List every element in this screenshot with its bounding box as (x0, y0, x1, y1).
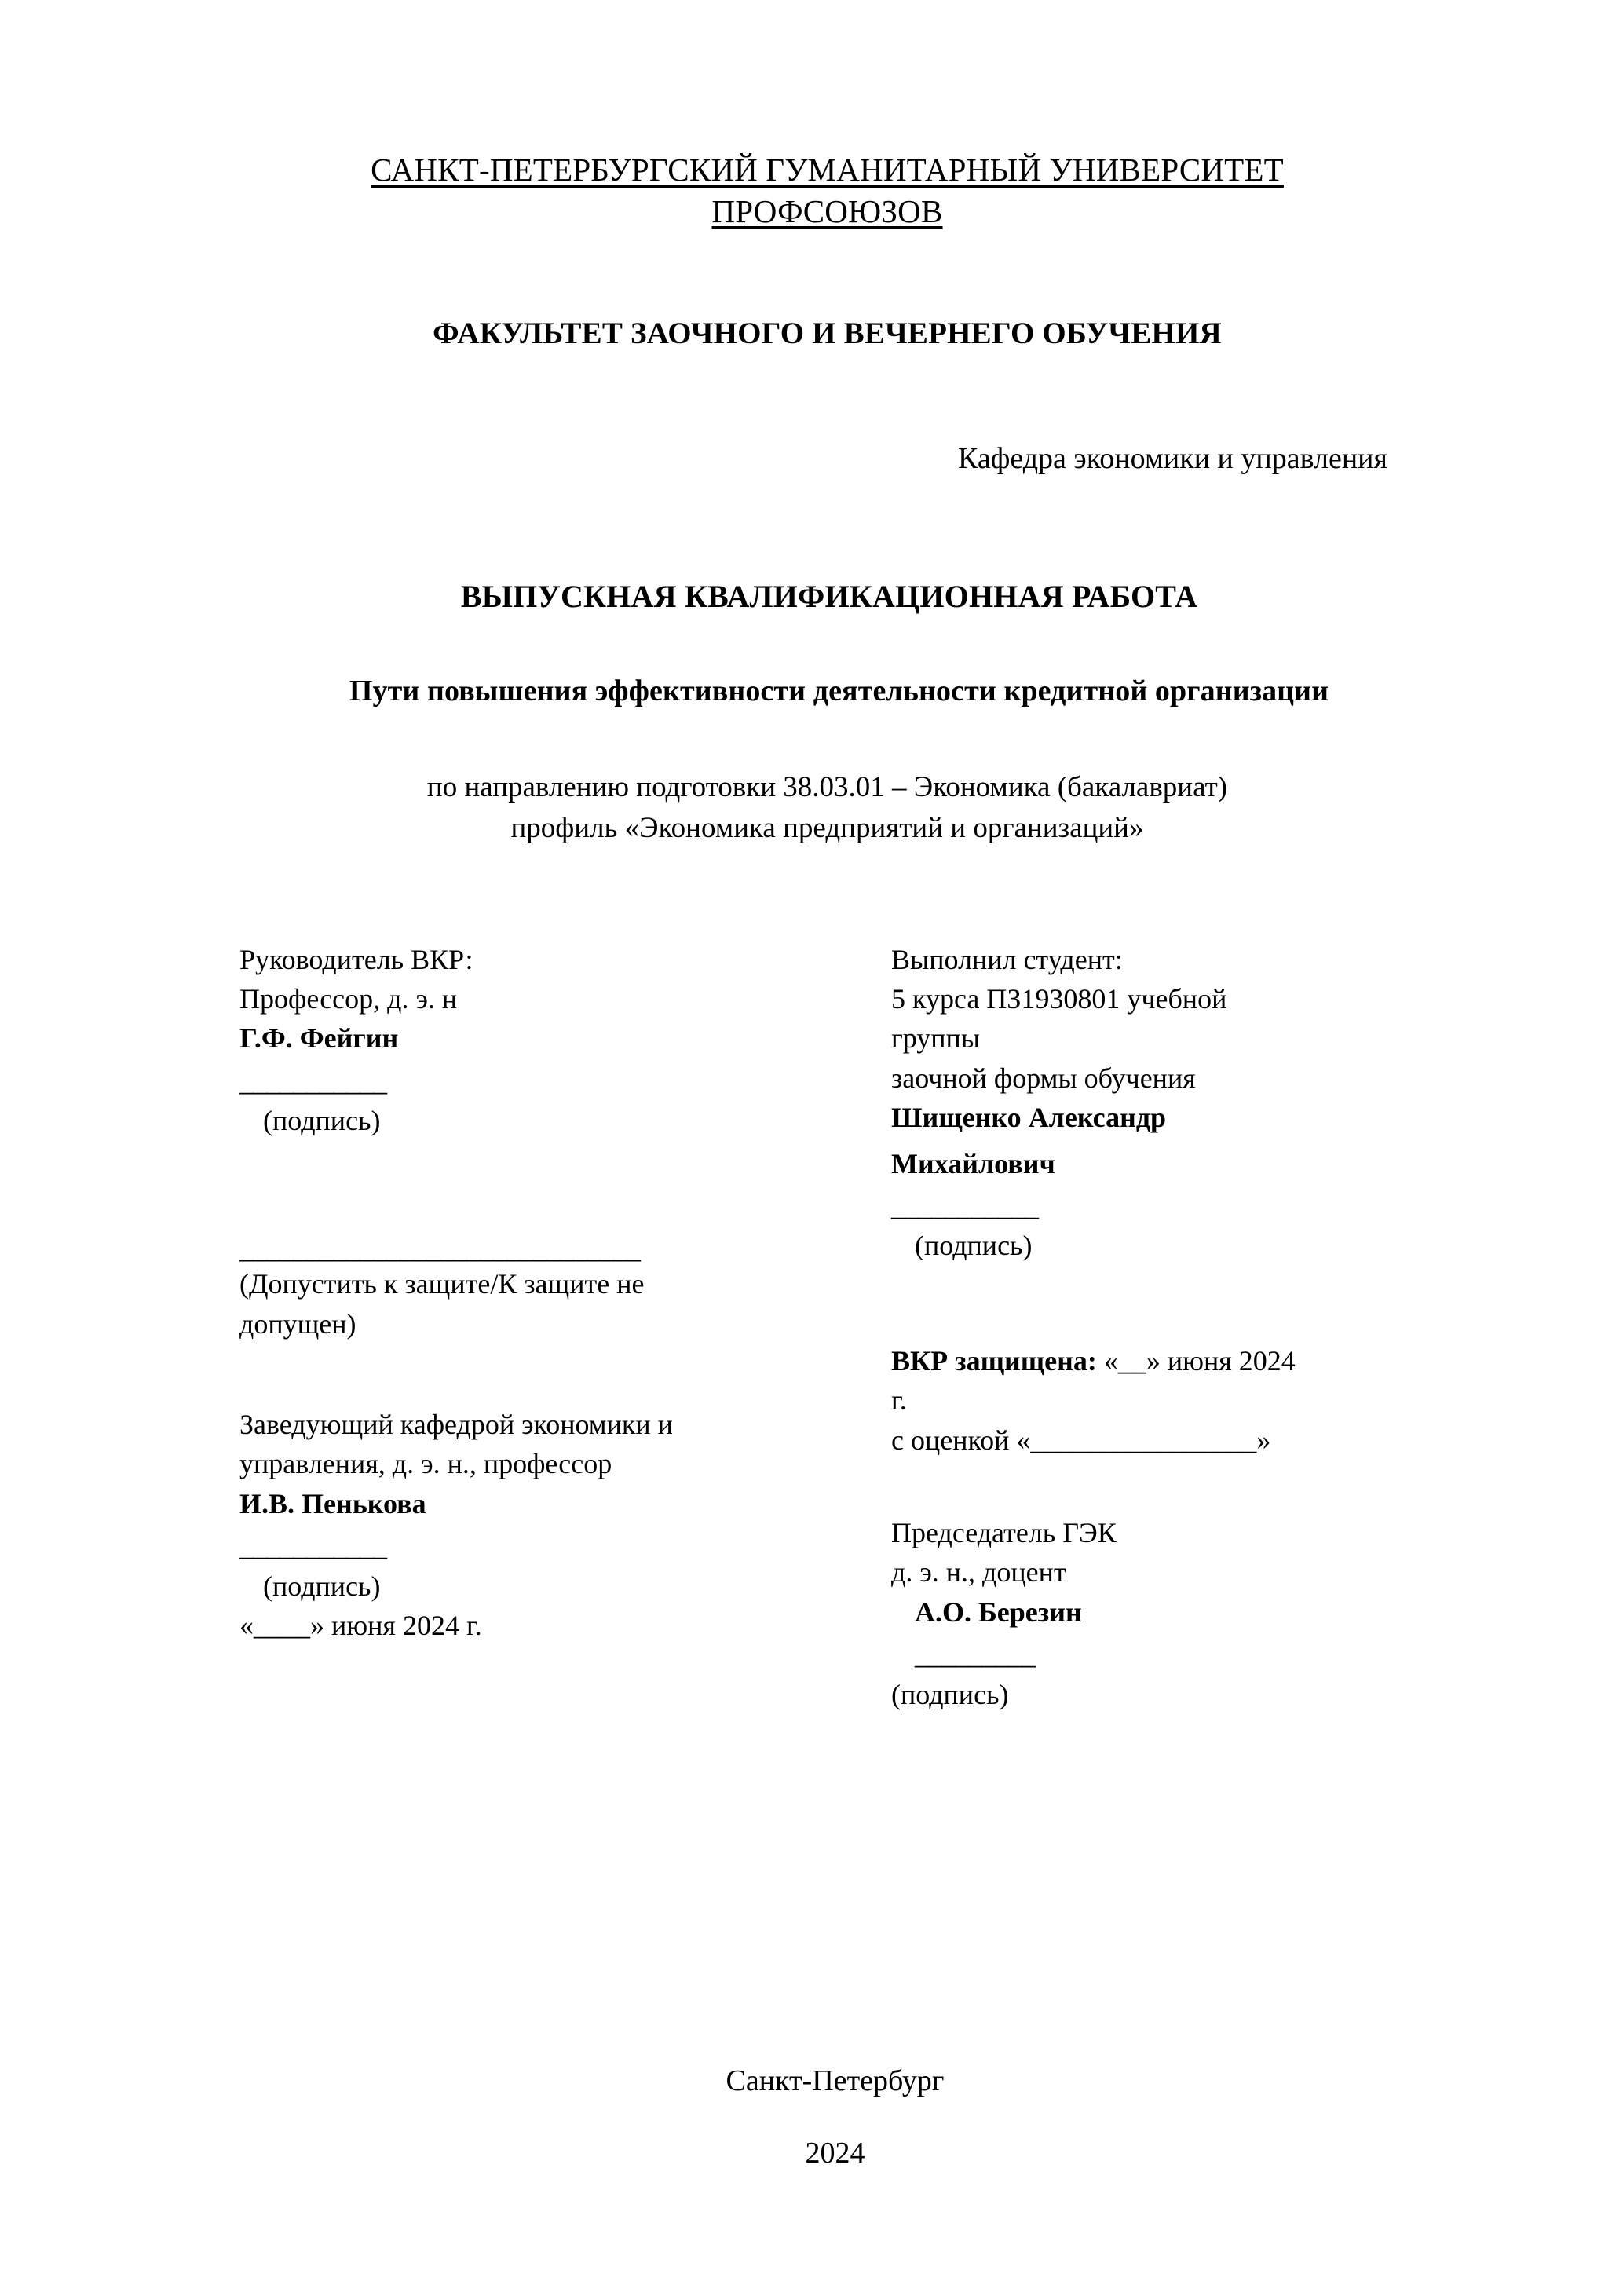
student-signature-line: ___________ (891, 1190, 1038, 1222)
head-of-department-name: И.В. Пенькова (239, 1487, 426, 1519)
supervisor-degree: Профессор, д. э. н (239, 983, 458, 1015)
work-type-heading: ВЫПУСКНАЯ КВАЛИФИКАЦИОННАЯ РАБОТА (460, 578, 1198, 614)
right-column (868, 940, 1462, 1714)
left-column (239, 940, 868, 1714)
head-of-department-line2: управления, д. э. н., профессор (239, 1448, 612, 1480)
head-of-department-block (239, 1405, 868, 1645)
admission-text-line1: (Допустить к защите/К защите не (239, 1268, 645, 1300)
head-of-department-date: «____» июня 2024 г. (239, 1609, 482, 1641)
university-name-line2: ПРОФСОЮЗОВ (711, 193, 943, 230)
head-of-department-signature-line: ___________ (239, 1530, 386, 1563)
commission-chair-degree: д. э. н., доцент (891, 1556, 1066, 1589)
admission-signature-line: ______________________________ (239, 1232, 640, 1264)
head-of-department-line1: Заведующий кафедрой экономики и (239, 1408, 673, 1440)
student-name-line2: Михайлович (891, 1147, 1055, 1179)
student-course-line1: 5 курса ПЗ1930801 учебной (891, 983, 1227, 1015)
faculty-name: ФАКУЛЬТЕТ ЗАОЧНОГО И ВЕЧЕРНЕГО ОБУЧЕНИЯ (433, 316, 1222, 350)
defense-date-row (891, 1341, 1462, 1380)
defense-label: ВКР защищена: (891, 1344, 1097, 1377)
page-footer (0, 2064, 1623, 2170)
student-signature-caption: (подпись) (915, 1230, 1033, 1262)
commission-chair-block (891, 1513, 1462, 1714)
head-of-department-signature-caption: (подпись) (263, 1570, 381, 1602)
defense-date: «__» июня 2024 (1103, 1344, 1296, 1377)
university-name-line1: САНКТ-ПЕТЕРБУРГСКИЙ ГУМАНИТАРНЫЙ УНИВЕРСИТЕТ (371, 152, 1284, 188)
study-direction-line1: по направлению подготовки 38.03.01 – Экономика (бакалавриат) (426, 770, 1228, 803)
admission-block (239, 1234, 868, 1344)
student-study-form: заочной формы обучения (891, 1062, 1196, 1094)
university-name (239, 149, 1462, 233)
supervisor-role: Руководитель ВКР: (239, 943, 473, 975)
defense-grade-label: с оценкой « (891, 1424, 1031, 1456)
supervisor-signature-caption: (подпись) (263, 1105, 381, 1137)
work-theme: Пути повышения эффективности деятельности кредитной организации (349, 674, 1329, 707)
defense-block (891, 1341, 1462, 1460)
commission-chair-signature-line: _________ (915, 1639, 1035, 1671)
supervisor-block (239, 940, 868, 1141)
defense-grade-close: » (1256, 1424, 1271, 1456)
student-course-line2: группы (891, 1022, 981, 1055)
supervisor-signature-line: ___________ (239, 1065, 386, 1097)
study-direction (239, 767, 1462, 850)
department-name: Кафедра экономики и управления (958, 441, 1387, 475)
signature-columns (239, 940, 1462, 1714)
admission-text-line2: допущен) (239, 1307, 356, 1340)
defense-grade-line: ________________ (1030, 1424, 1257, 1456)
student-block (891, 940, 1462, 1266)
footer-year: 2024 (805, 2137, 865, 2170)
commission-chair-role: Председатель ГЭК (891, 1516, 1117, 1548)
defense-grade-row (891, 1420, 1462, 1460)
footer-city: Санкт-Петербург (726, 2064, 945, 2097)
defense-date-tail: г. (891, 1384, 907, 1417)
commission-chair-signature-caption: (подпись) (891, 1678, 1009, 1710)
study-direction-line2: профиль «Экономика предприятий и организаций» (510, 812, 1144, 845)
student-role: Выполнил студент: (891, 943, 1123, 975)
supervisor-name: Г.Ф. Фейгин (239, 1022, 399, 1055)
student-name-line1: Шищенко Александр (891, 1102, 1167, 1134)
commission-chair-name: А.О. Березин (915, 1596, 1082, 1628)
